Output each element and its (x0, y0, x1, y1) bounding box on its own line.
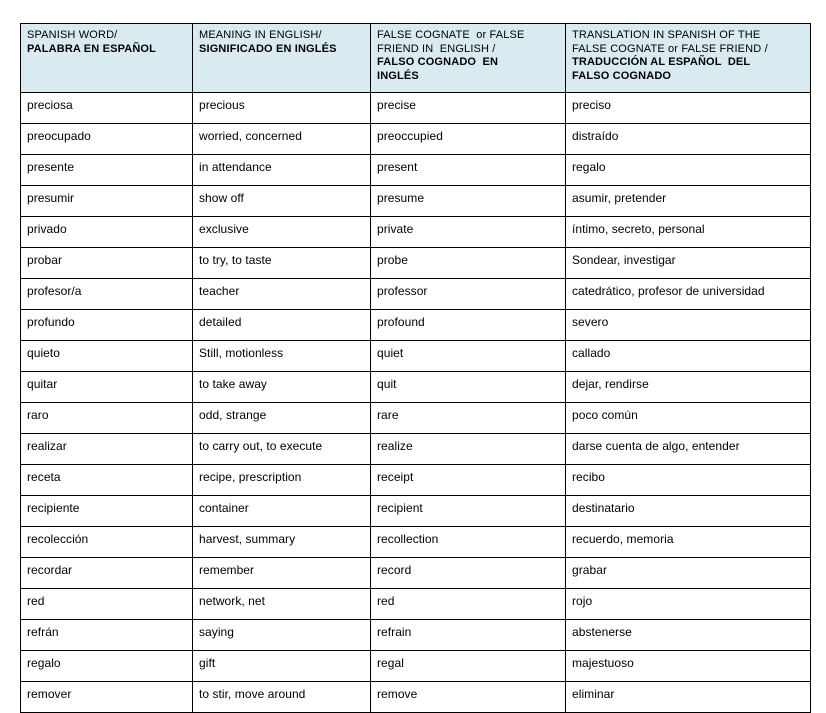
cell-text: present (377, 160, 418, 174)
column-header-line: FALSE COGNATE or FALSE FRIEND / (572, 42, 768, 55)
cell-text: quitar (27, 377, 58, 391)
table-row (21, 434, 811, 465)
column-header-line: FALSO COGNADO EN (377, 56, 499, 69)
cell-text: rare (377, 408, 399, 422)
cell-text: quit (377, 377, 397, 391)
table-row (21, 496, 811, 527)
cell-text: destinatario (572, 501, 635, 515)
table-cell (371, 682, 566, 713)
cell-text: recipiente (27, 501, 80, 515)
table-cell (371, 279, 566, 310)
cell-text: profundo (27, 315, 75, 329)
cell-text: poco común (572, 408, 638, 422)
column-header-line: TRADUCCIÓN AL ESPAÑOL DEL (572, 56, 751, 69)
cell-text: private (377, 222, 414, 236)
cell-text: asumir, pretender (572, 191, 667, 205)
cell-text: refrain (377, 625, 412, 639)
table-cell (193, 527, 371, 558)
table-row (21, 310, 811, 341)
table-cell (193, 403, 371, 434)
cell-text: remove (377, 687, 418, 701)
cell-text: red (27, 594, 45, 608)
cell-text: quiet (377, 346, 404, 360)
cell-text: realize (377, 439, 413, 453)
table-cell (566, 682, 811, 713)
column-header-line: INGLÉS (377, 69, 419, 82)
table-cell (21, 496, 193, 527)
table-cell (21, 558, 193, 589)
cell-text: profesor/a (27, 284, 82, 298)
table-cell (371, 248, 566, 279)
table-cell (566, 434, 811, 465)
column-header-meaning-in-english (193, 24, 371, 93)
cell-text: callado (572, 346, 611, 360)
cell-text: worried, concerned (199, 129, 302, 143)
cell-text: saying (199, 625, 234, 639)
table-cell (193, 124, 371, 155)
table-cell (193, 434, 371, 465)
table-cell (371, 527, 566, 558)
table-row (21, 527, 811, 558)
table-cell (566, 558, 811, 589)
table-cell (21, 682, 193, 713)
table-cell (193, 248, 371, 279)
cell-text: probe (377, 253, 408, 267)
table-cell (566, 93, 811, 124)
column-header-line: SPANISH WORD/ (27, 29, 118, 41)
table-row (21, 279, 811, 310)
cell-text: darse cuenta de algo, entender (572, 439, 740, 453)
cell-text: to try, to taste (199, 253, 272, 267)
cell-text: distraído (572, 129, 619, 143)
cell-text: precise (377, 98, 417, 112)
table-row (21, 558, 811, 589)
table-row (21, 651, 811, 682)
cell-text: detailed (199, 315, 242, 329)
table-cell (566, 527, 811, 558)
cell-text: gift (199, 656, 216, 670)
cell-text: dejar, rendirse (572, 377, 649, 391)
cell-text: quieto (27, 346, 60, 360)
table-cell (21, 434, 193, 465)
table-row (21, 93, 811, 124)
table-cell (21, 186, 193, 217)
table-row (21, 124, 811, 155)
table-cell (371, 589, 566, 620)
table-cell (371, 434, 566, 465)
cell-text: realizar (27, 439, 67, 453)
cell-text: recipe, prescription (199, 470, 302, 484)
table-cell (193, 155, 371, 186)
cell-text: container (199, 501, 249, 515)
table-cell (21, 217, 193, 248)
column-header-line: MEANING IN ENGLISH/ (199, 29, 322, 41)
table-cell (371, 341, 566, 372)
table-cell (21, 124, 193, 155)
cell-text: show off (199, 191, 244, 205)
table-cell (21, 465, 193, 496)
table-cell (193, 620, 371, 651)
cell-text: network, net (199, 594, 265, 608)
cell-text: severo (572, 315, 609, 329)
table-row (21, 403, 811, 434)
table-cell (566, 465, 811, 496)
table-row (21, 372, 811, 403)
table-row (21, 620, 811, 651)
column-header-line: PALABRA EN ESPAÑOL (27, 42, 157, 55)
table-cell (566, 651, 811, 682)
cell-text: recuerdo, memoria (572, 532, 674, 546)
table-cell (371, 155, 566, 186)
table-cell (566, 341, 811, 372)
table-cell (21, 372, 193, 403)
table-cell (21, 527, 193, 558)
table-cell (21, 620, 193, 651)
cell-text: recolección (27, 532, 89, 546)
table-cell (566, 403, 811, 434)
cell-text: raro (27, 408, 49, 422)
table-cell (566, 248, 811, 279)
table-header (21, 24, 811, 93)
table-cell (371, 310, 566, 341)
table-row (21, 248, 811, 279)
table-row (21, 589, 811, 620)
table-cell (371, 465, 566, 496)
table-cell (193, 372, 371, 403)
table-cell (193, 465, 371, 496)
table-cell (371, 403, 566, 434)
table-cell (371, 186, 566, 217)
table-cell (193, 341, 371, 372)
cell-text: precious (199, 98, 245, 112)
cell-text: catedrático, profesor de universidad (572, 284, 765, 298)
table-cell (21, 310, 193, 341)
table-cell (566, 217, 811, 248)
cell-text: to carry out, to execute (199, 439, 323, 453)
table-row (21, 186, 811, 217)
cell-text: profound (377, 315, 425, 329)
column-header-line: TRANSLATION IN SPANISH OF THE (572, 29, 761, 41)
column-header-false-cognate-english (371, 24, 566, 93)
cell-text: preoccupied (377, 129, 443, 143)
cell-text: in attendance (199, 160, 272, 174)
cell-text: probar (27, 253, 62, 267)
table-cell (371, 620, 566, 651)
cell-text: Sondear, investigar (572, 253, 676, 267)
table-cell (371, 124, 566, 155)
table-row (21, 682, 811, 713)
cell-text: regalo (572, 160, 606, 174)
table-cell (566, 589, 811, 620)
cell-text: remember (199, 563, 255, 577)
table-cell (21, 651, 193, 682)
table-cell (21, 279, 193, 310)
table-cell (566, 496, 811, 527)
table-row (21, 465, 811, 496)
cell-text: harvest, summary (199, 532, 296, 546)
table-cell (371, 496, 566, 527)
table-cell (21, 589, 193, 620)
table-row (21, 155, 811, 186)
table-cell (21, 93, 193, 124)
table-cell (193, 496, 371, 527)
cell-text: record (377, 563, 412, 577)
cell-text: receta (27, 470, 61, 484)
table-cell (371, 651, 566, 682)
cell-text: preciso (572, 98, 612, 112)
cell-text: remover (27, 687, 72, 701)
table-cell (371, 558, 566, 589)
cell-text: recollection (377, 532, 439, 546)
cell-text: regal (377, 656, 404, 670)
column-header-line: FALSO COGNADO (572, 69, 672, 82)
cell-text: to stir, move around (199, 687, 306, 701)
table-cell (193, 93, 371, 124)
cell-text: teacher (199, 284, 240, 298)
table-header-row (21, 24, 811, 93)
cell-text: majestuoso (572, 656, 634, 670)
cell-text: eliminar (572, 687, 615, 701)
table-cell (371, 372, 566, 403)
table-cell (193, 589, 371, 620)
table-cell (566, 186, 811, 217)
table-cell (193, 217, 371, 248)
cell-text: preocupado (27, 129, 91, 143)
cell-text: privado (27, 222, 67, 236)
table-cell (566, 310, 811, 341)
table-cell (193, 651, 371, 682)
table-cell (193, 186, 371, 217)
table-cell (21, 248, 193, 279)
table-cell (566, 620, 811, 651)
cell-text: grabar (572, 563, 607, 577)
column-header-line: FALSE COGNATE or FALSE (377, 29, 525, 41)
cell-text: presente (27, 160, 75, 174)
cell-text: exclusive (199, 222, 249, 236)
column-header-line: FRIEND IN ENGLISH / (377, 42, 496, 55)
table-cell (371, 93, 566, 124)
cell-text: recibo (572, 470, 605, 484)
cell-text: íntimo, secreto, personal (572, 222, 705, 236)
table-row (21, 341, 811, 372)
cell-text: odd, strange (199, 408, 267, 422)
column-header-translation-in-spanish (566, 24, 811, 93)
table-row (21, 217, 811, 248)
cell-text: refrán (27, 625, 59, 639)
cell-text: recordar (27, 563, 73, 577)
cell-text: recipient (377, 501, 423, 515)
cell-text: abstenerse (572, 625, 632, 639)
cell-text: Still, motionless (199, 346, 284, 360)
column-header-line: SIGNIFICADO EN INGLÉS (199, 42, 337, 55)
table-cell (566, 372, 811, 403)
cell-text: regalo (27, 656, 61, 670)
table-body (21, 93, 811, 713)
column-header-spanish-word (21, 24, 193, 93)
table-cell (566, 279, 811, 310)
table-cell (21, 403, 193, 434)
table-cell (566, 155, 811, 186)
table-cell (193, 682, 371, 713)
cell-text: rojo (572, 594, 593, 608)
cell-text: to take away (199, 377, 267, 391)
cell-text: red (377, 594, 395, 608)
cell-text: preciosa (27, 98, 73, 112)
table-cell (371, 217, 566, 248)
cell-text: receipt (377, 470, 414, 484)
table-cell (566, 124, 811, 155)
false-cognates-table (20, 23, 811, 713)
table-cell (193, 558, 371, 589)
table-cell (193, 310, 371, 341)
table-cell (21, 341, 193, 372)
cell-text: professor (377, 284, 428, 298)
table-cell (193, 279, 371, 310)
cell-text: presume (377, 191, 425, 205)
table-cell (21, 155, 193, 186)
cell-text: presumir (27, 191, 75, 205)
